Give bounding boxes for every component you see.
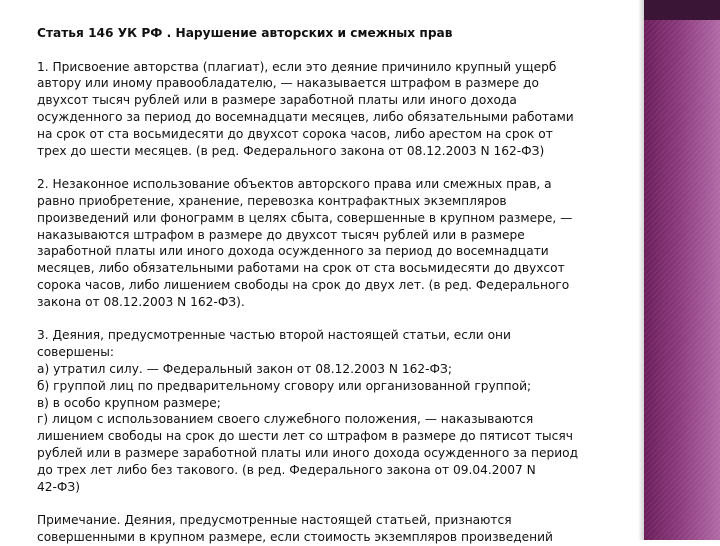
text-line: совершены:	[37, 345, 114, 360]
text-line: сорока часов, либо лишением свободы на срок до двух лет. (в ред. Федерального	[37, 277, 570, 292]
paragraph-note	[37, 512, 662, 546]
spacer	[37, 42, 662, 59]
text-line: равно приобретение, хранение, перевозка контрафактных экземпляров	[37, 193, 507, 208]
paragraph-part-1	[37, 59, 662, 160]
paragraph-part-3	[37, 327, 662, 495]
text-line: 2. Незаконное использование объектов авторского права или смежных прав, а	[37, 177, 552, 192]
text-line: Примечание. Деяния, предусмотренные настоящей статьей, признаются	[37, 513, 512, 528]
text-line: 42-ФЗ)	[37, 479, 80, 494]
band-top-block	[644, 0, 720, 20]
text-line: осужденного за период до восемнадцати месяцев, либо обязательными работами	[37, 109, 574, 124]
spacer	[37, 495, 662, 512]
text-line: рублей или в размере заработной платы или иного дохода осужденного за период	[37, 445, 578, 460]
text-line: автору или иному правообладателю, — наказывается штрафом в размере до	[37, 76, 539, 91]
text-line: до трех лет либо без такового. (в ред. Федерального закона от 09.04.2007 N	[37, 462, 536, 477]
article-text-block	[37, 25, 662, 546]
text-line: совершенными в крупном размере, если стоимость экземпляров произведений	[37, 529, 553, 544]
text-line: г) лицом с использованием своего служебного положения, — наказываются	[37, 412, 534, 427]
text-line: 1. Присвоение авторства (плагиат), если это деяние причинило крупный ущерб	[37, 59, 557, 74]
text-line: закона от 08.12.2003 N 162-ФЗ).	[37, 294, 245, 309]
text-line: лишением свободы на срок до шести лет со штрафом в размере до пятисот тысяч	[37, 429, 573, 444]
text-line: произведений или фонограмм в целях сбыта, совершенные в крупном размере, —	[37, 210, 573, 225]
text-line: месяцев, либо обязательными работами на срок от ста восьмидесяти до двухсот	[37, 261, 565, 276]
text-line: 3. Деяния, предусмотренные частью второй настоящей статьи, если они	[37, 328, 511, 343]
text-line: заработной платы или иного дохода осужденного за период до восемнадцати	[37, 244, 549, 259]
spacer	[37, 159, 662, 176]
text-line: в) в особо крупном размере;	[37, 395, 221, 410]
spacer	[37, 311, 662, 328]
text-line: б) группой лиц по предварительному сговору или организованной группой;	[37, 378, 532, 393]
text-line: а) утратил силу. — Федеральный закон от 08.12.2003 N 162-ФЗ;	[37, 361, 452, 376]
text-line: двухсот тысяч рублей или в размере заработной платы или иного дохода	[37, 93, 517, 108]
article-title: Статья 146 УК РФ . Нарушение авторских и смежных прав	[37, 26, 453, 40]
paragraph-part-2	[37, 176, 662, 310]
text-line: трех до шести месяцев. (в ред. Федерального закона от 08.12.2003 N 162-ФЗ)	[37, 143, 545, 158]
text-line: наказываются штрафом в размере до двухсот тысяч рублей или в размере	[37, 227, 525, 242]
text-line: на срок от ста восьмидесяти до двухсот сорока часов, либо арестом на срок от	[37, 126, 553, 141]
